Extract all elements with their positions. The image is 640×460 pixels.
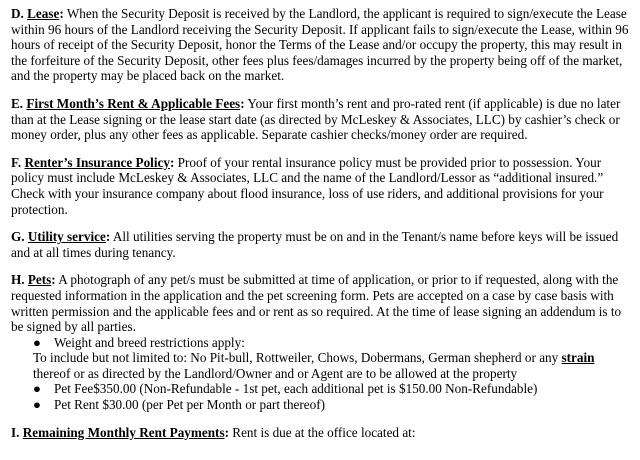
section-first-month-rent-title: First Month’s Rent & Applicable Fees [26,95,241,111]
section-lease [11,6,635,84]
section-first-month-rent-letter: E. [11,95,24,111]
pets-bullet-list [11,335,635,351]
pets-bullet-weight-breed-text: Weight and breed restrictions apply: [54,334,245,350]
section-utility-service-paragraph [11,229,635,260]
section-lease-title: Lease [27,6,60,21]
section-pets-paragraph [11,272,635,334]
bullet-dot-icon: ● [33,397,41,413]
section-renters-insurance-title: Renter’s Insurance Policy [24,154,170,170]
pets-restrictions-after: thereof or as directed by the Landlord/Owner and or Agent are to be allowed at the property [33,365,518,381]
section-renters-insurance [11,155,635,217]
section-lease-letter: D. [11,6,24,21]
pets-bullet-pet-fee-text: Pet Fee$350.00 (Non-Refundable - 1st pet, each additional pet is $150.00 Non-Refundable) [54,381,538,397]
pets-bullet-pet-fee [11,381,635,397]
pets-bullet-weight-breed [11,335,635,351]
section-first-month-rent-text: Your first month’s rent and pro-rated rent (if applicable) is due no later than at the Lease signing or the lease start date (as directed by McLeskey & Associates, LLC) by cashier’s check or money order, plus any other fees as applicable. Separate cashier checks/money order are required. [11,95,621,143]
section-utility-service-text: All utilities serving the property must be on and in the Tenant/s name before keys will be issued and at all times during tenancy. [11,229,619,260]
section-renters-insurance-heading: F. Renter’s Insurance Policy: [11,154,175,170]
section-lease-paragraph [11,6,635,84]
pets-restrictions-text [11,350,635,381]
section-remaining-rent-letter: I. [11,424,20,440]
bullet-dot-icon: ● [33,381,41,397]
section-utility-service-title: Utility service [27,229,106,245]
section-renters-insurance-text: Proof of your rental insurance policy must be provided prior to possession. Your policy must include McLeskey & Associates, LLC and the name of the Landlord/Lessor as “additional insured.” Check with your insurance company about flood insurance, loss of use riders, and additional provisions for your protection. [11,154,604,217]
pets-fee-bullet-list [11,381,635,412]
section-first-month-rent [11,96,635,143]
section-remaining-rent [11,425,635,441]
section-remaining-rent-text: Rent is due at the office located at: [232,424,416,440]
section-lease-heading: D. Lease: [11,6,64,21]
pets-bullet-pet-rent-text: Pet Rent $30.00 (per Pet per Month or part thereof) [54,397,326,413]
pets-restrictions-strain: strain [561,350,595,366]
section-utility-service [11,229,635,260]
pets-restrictions-before: To include but not limited to: No Pit-bull, Rottweiler, Chows, Dobermans, German shepherd or any [33,350,562,366]
bullet-dot-icon: ● [33,334,41,350]
section-pets-heading: H. Pets: [11,272,56,288]
section-lease-text: When the Security Deposit is received by the Landlord, the applicant is required to sign/execute the Lease within 96 hours of the Landlord receiving the Security Deposit. If applicant fails to sign/execute the Lease, within 96 hours of receipt of the Security Deposit, honor the Terms of the Lease and/or occupy the property, this may result in the forfeiture of the Security Deposit, other fees plus fees/damages incurred by the property being off of the market, and the property may be placed back on the market. [11,6,629,84]
section-first-month-rent-heading: E. First Month’s Rent & Applicable Fees: [11,95,245,111]
pets-bullet-pet-rent [11,397,635,413]
section-renters-insurance-letter: F. [11,154,22,170]
section-first-month-rent-paragraph [11,96,635,143]
section-renters-insurance-paragraph [11,155,635,217]
document-page [11,6,635,452]
section-pets-title: Pets [27,272,52,288]
section-remaining-rent-paragraph [11,425,635,441]
section-remaining-rent-heading: I. Remaining Monthly Rent Payments: [11,424,229,440]
section-utility-service-heading: G. Utility service: [11,229,111,245]
section-pets-letter: H. [11,272,25,288]
section-remaining-rent-title: Remaining Monthly Rent Payments [22,424,225,440]
section-utility-service-letter: G. [11,229,25,245]
section-pets-text: A photograph of any pet/s must be submitted at time of application, or prior to if requested, along with the requested information in the application and the pet screening form. Pets are accepted on a case by case basis with written permission and the applicable fees and or rent as so required. At the time of lease signing an addendum is to be signed by all parties. [11,272,622,335]
section-pets [11,272,635,412]
